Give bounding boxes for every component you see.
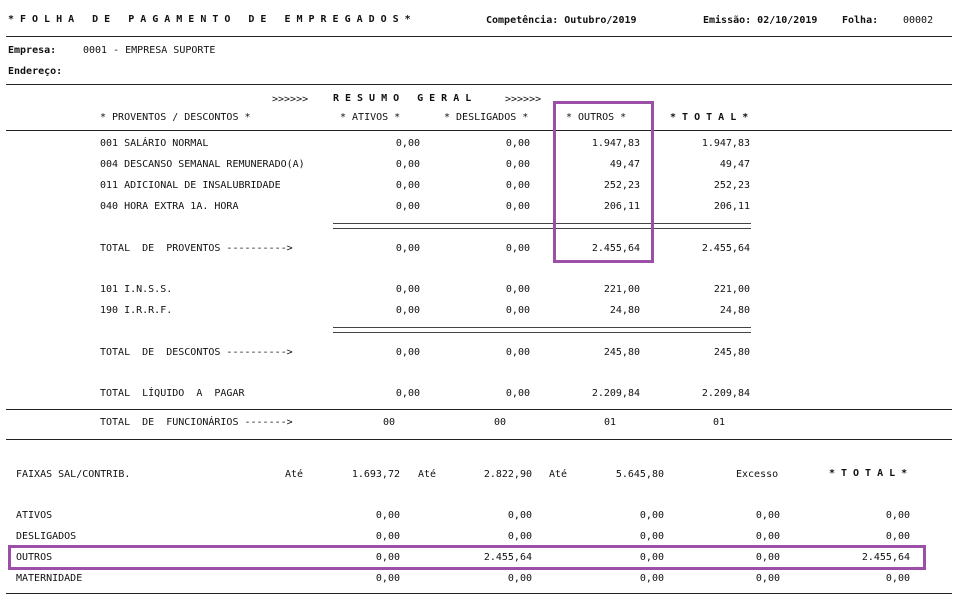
row-ativos: 0,00 <box>395 180 420 191</box>
faixa-row-c1: 0,00 <box>375 552 400 563</box>
highlight-outros-row <box>8 545 926 570</box>
row-outros: 252,23 <box>603 180 640 191</box>
row-desc: 190 I.R.R.F. <box>100 305 173 316</box>
total-proventos-outros: 2.455,64 <box>591 243 640 254</box>
double-rule <box>333 223 751 229</box>
faixa-value-3: 5.645,80 <box>615 469 664 480</box>
row-desc: 004 DESCANSO SEMANAL REMUNERADO(A) <box>100 159 305 170</box>
row-desligados: 0,00 <box>505 138 530 149</box>
col-total: * T O T A L * <box>670 112 749 123</box>
total-proventos-ativos: 0,00 <box>395 243 420 254</box>
faixa-row-c3: 0,00 <box>639 573 664 584</box>
faixa-row-c2: 0,00 <box>507 510 532 521</box>
folha-number: 00002 <box>903 15 934 26</box>
faixa-row-c4: 0,00 <box>755 573 780 584</box>
faixa-row-c3: 0,00 <box>639 552 664 563</box>
row-total: 49,47 <box>719 159 750 170</box>
row-desligados: 0,00 <box>505 201 530 212</box>
row-desligados: 0,00 <box>505 305 530 316</box>
faixa-row-c3: 0,00 <box>639 510 664 521</box>
arrows-left: >>>>>> <box>272 94 309 105</box>
faixa-row-c1: 0,00 <box>375 510 400 521</box>
total-proventos-total: 2.455,64 <box>701 243 750 254</box>
divider <box>6 130 952 131</box>
faixa-row-c4: 0,00 <box>755 552 780 563</box>
faixa-row-c2: 0,00 <box>507 531 532 542</box>
total-funcionarios-ativos: 00 <box>383 417 396 428</box>
row-outros: 24,80 <box>609 305 640 316</box>
total-liquido-ativos: 0,00 <box>395 388 420 399</box>
faixa-ate-3: Até <box>549 469 568 480</box>
highlight-outros-column <box>553 101 654 263</box>
row-desc: 011 ADICIONAL DE INSALUBRIDADE <box>100 180 281 191</box>
col-desligados: * DESLIGADOS * <box>444 112 529 123</box>
empresa-label: Empresa: <box>8 45 57 56</box>
row-total: 252,23 <box>713 180 750 191</box>
faixa-row-c1: 0,00 <box>375 531 400 542</box>
divider <box>6 409 952 410</box>
arrows-right: >>>>>> <box>505 94 542 105</box>
row-total: 221,00 <box>713 284 750 295</box>
total-funcionarios-total: 01 <box>713 417 726 428</box>
row-desc: 040 HORA EXTRA 1A. HORA <box>100 201 239 212</box>
row-ativos: 0,00 <box>395 159 420 170</box>
total-liquido-desligados: 0,00 <box>505 388 530 399</box>
col-ativos: * ATIVOS * <box>340 112 401 123</box>
total-funcionarios-desligados: 00 <box>494 417 507 428</box>
faixa-row-c5: 0,00 <box>885 510 910 521</box>
divider <box>6 36 952 37</box>
faixa-value-1: 1.693,72 <box>351 469 400 480</box>
emissao: Emissão: 02/10/2019 <box>703 15 818 26</box>
faixa-total: *TOTAL* <box>829 468 914 479</box>
faixa-value-2: 2.822,90 <box>483 469 532 480</box>
row-desc: 101 I.N.S.S. <box>100 284 173 295</box>
faixa-row-c1: 0,00 <box>375 573 400 584</box>
total-liquido-total: 2.209,84 <box>701 388 750 399</box>
row-outros: 206,11 <box>603 201 640 212</box>
row-ativos: 0,00 <box>395 138 420 149</box>
faixa-excesso: Excesso <box>736 469 779 480</box>
row-desligados: 0,00 <box>505 159 530 170</box>
divider <box>6 439 952 440</box>
divider <box>6 84 952 85</box>
row-outros: 221,00 <box>603 284 640 295</box>
row-total: 24,80 <box>719 305 750 316</box>
row-desligados: 0,00 <box>505 284 530 295</box>
total-liquido-desc: TOTAL LÍQUIDO A PAGAR <box>100 388 245 399</box>
faixa-ate-1: Até <box>285 469 304 480</box>
folha-label: Folha: <box>842 15 879 26</box>
total-funcionarios-desc: TOTAL DE FUNCIONÁRIOS -------> <box>100 417 293 428</box>
total-descontos-outros: 245,80 <box>603 347 640 358</box>
empresa-value: 0001 - EMPRESA SUPORTE <box>83 45 216 56</box>
endereco-label: Endereço: <box>8 66 63 77</box>
row-outros: 1.947,83 <box>591 138 640 149</box>
row-total: 1.947,83 <box>701 138 750 149</box>
total-funcionarios-outros: 01 <box>604 417 617 428</box>
row-outros: 49,47 <box>609 159 640 170</box>
faixa-row-c4: 0,00 <box>755 510 780 521</box>
faixa-row-c5: 0,00 <box>885 573 910 584</box>
faixa-row-c3: 0,00 <box>639 531 664 542</box>
row-ativos: 0,00 <box>395 305 420 316</box>
row-desligados: 0,00 <box>505 180 530 191</box>
faixa-row-label: ATIVOS <box>16 510 53 521</box>
faixas-label: FAIXAS SAL/CONTRIB. <box>16 469 131 480</box>
row-total: 206,11 <box>713 201 750 212</box>
report-title: *FOLHA DE PAGAMENTO DE EMPREGADOS* <box>8 14 417 25</box>
divider <box>6 593 952 594</box>
faixa-row-c2: 0,00 <box>507 573 532 584</box>
total-descontos-total: 245,80 <box>713 347 750 358</box>
total-descontos-desligados: 0,00 <box>505 347 530 358</box>
faixa-row-label: DESLIGADOS <box>16 531 77 542</box>
row-ativos: 0,00 <box>395 284 420 295</box>
faixa-row-c5: 0,00 <box>885 531 910 542</box>
faixa-row-c5: 2.455,64 <box>861 552 910 563</box>
row-desc: 001 SALÁRIO NORMAL <box>100 138 209 149</box>
faixa-row-label: MATERNIDADE <box>16 573 83 584</box>
faixa-row-c2: 2.455,64 <box>483 552 532 563</box>
col-outros: * OUTROS * <box>566 112 627 123</box>
competencia: Competência: Outubro/2019 <box>486 15 637 26</box>
faixa-ate-2: Até <box>418 469 437 480</box>
total-liquido-outros: 2.209,84 <box>591 388 640 399</box>
double-rule <box>333 327 751 333</box>
total-proventos-desligados: 0,00 <box>505 243 530 254</box>
faixa-row-label: OUTROS <box>16 552 53 563</box>
col-proventos-descontos: * PROVENTOS / DESCONTOS * <box>100 112 251 123</box>
total-descontos-desc: TOTAL DE DESCONTOS ----------> <box>100 347 293 358</box>
total-proventos-desc: TOTAL DE PROVENTOS ----------> <box>100 243 293 254</box>
row-ativos: 0,00 <box>395 201 420 212</box>
faixa-row-c4: 0,00 <box>755 531 780 542</box>
total-descontos-ativos: 0,00 <box>395 347 420 358</box>
resumo-title: RESUMO GERAL <box>333 93 478 104</box>
